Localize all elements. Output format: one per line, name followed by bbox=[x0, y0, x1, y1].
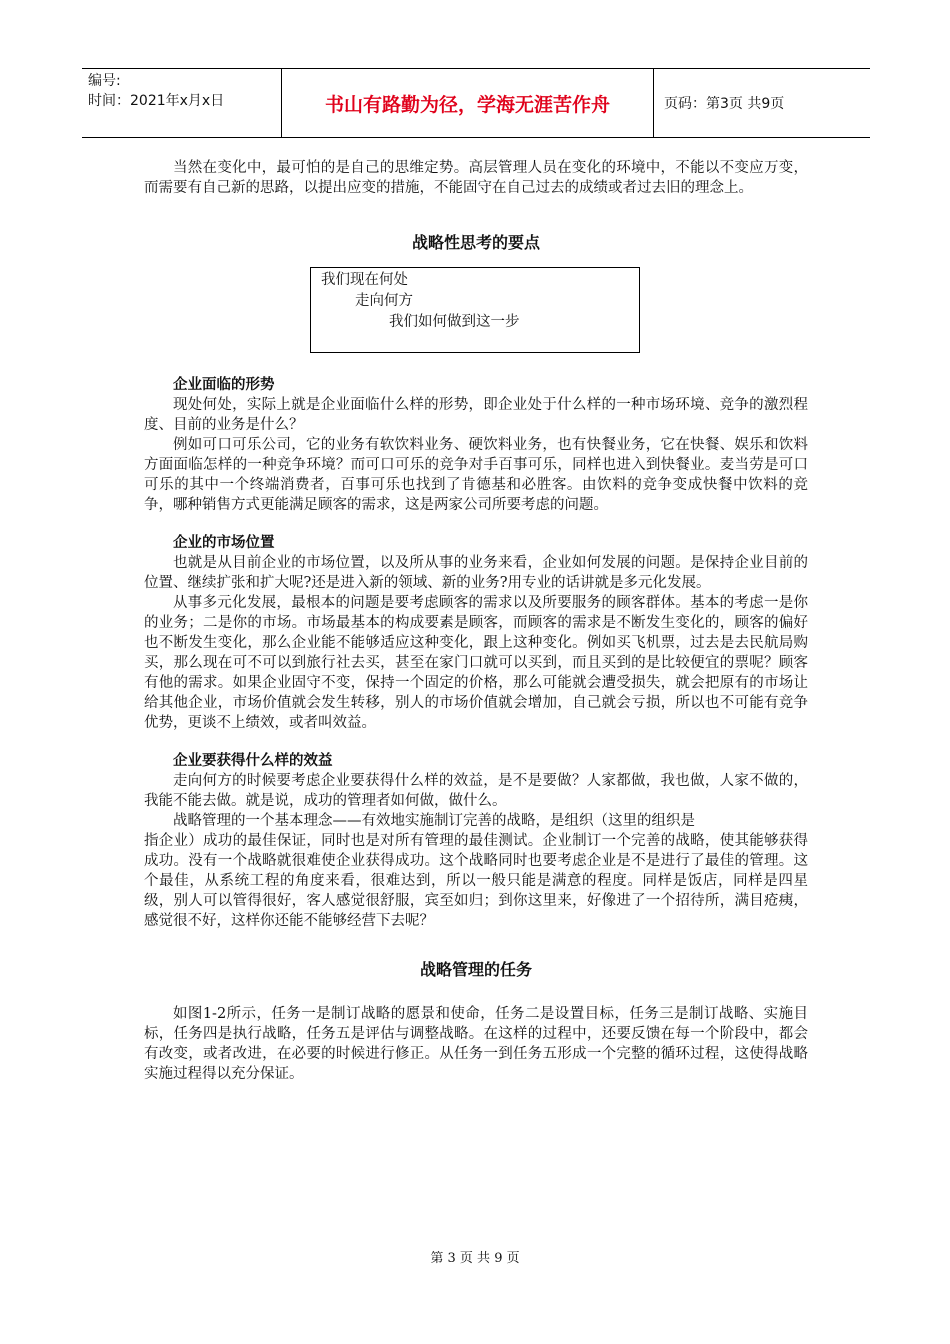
document-body bbox=[144, 158, 808, 1084]
paragraph: 走向何方的时候要考虑企业要获得什么样的效益，是不是要做？人家都做，我也做，人家不做的，我能不能去做。就是说，成功的管理者如何做，做什么。 bbox=[144, 773, 808, 809]
page-header bbox=[82, 68, 870, 138]
header-page-info: 页码：第3页 共9页 bbox=[664, 96, 785, 112]
subheading-market-position: 企业的市场位置 bbox=[173, 535, 275, 551]
header-meta bbox=[82, 69, 282, 137]
subheading-benefits: 企业要获得什么样的效益 bbox=[173, 753, 333, 769]
box-line-1: 我们现在何处 bbox=[321, 272, 408, 288]
paragraph: 例如可口可乐公司，它的业务有软饮料业务、硬饮料业务，也有快餐业务，它在快餐、娱乐和饮料方面面临怎样的一种竞争环境？而可口可乐的竞争对手百事可乐，同样也进入到快餐业。麦当劳是可口可乐的其中一个终端消费者，百事可乐也找到了肯德基和必胜客。由饮料的竞争变成快餐中饮料的竞争，哪种销售方式更能满足顾客的需求，这是两家公司所要考虑的问题。 bbox=[144, 437, 808, 513]
header-motto: 书山有路勤为径，学海无涯苦作舟 bbox=[282, 69, 654, 137]
page-footer: 第 3 页 共 9 页 bbox=[430, 1251, 520, 1266]
intro-paragraph: 当然在变化中，最可怕的是自己的思维定势。高层管理人员在变化的环境中，不能以不变应万变，而需要有自己新的思路，以提出应变的措施，不能固守在自己过去的成绩或者过去旧的理念上。 bbox=[144, 160, 808, 196]
section-title-strategic-thinking: 战略性思考的要点 bbox=[411, 233, 540, 252]
paragraph: 从事多元化发展，最根本的问题是要考虑顾客的需求以及所要服务的顾客群体。基本的考虑一是你的业务；二是你的市场。市场最基本的构成要素是顾客，而顾客的需求是不断发生变化的，顾客的偏好也不断发生变化，那么企业能不能够适应这种变化，跟上这种变化。例如买飞机票，过去是去民航局购买，那么现在可不可以到旅行社去买，甚至在家门口就可以买到，而且买到的是比较便宜的票呢？顾客有他的需求。如果企业固守不变，保持一个固定的价格，那么可能就会遭受损失，就会把原有的市场让给其他企业，市场价值就会发生转移，别人的市场价值就会增加，自己就会亏损，所以也不可能有竞争优势，更谈不上绩效，或者叫效益。 bbox=[144, 595, 808, 731]
section-title-management-tasks: 战略管理的任务 bbox=[419, 960, 532, 979]
key-points-box bbox=[310, 267, 640, 353]
paragraph: 战略管理的一个基本理念——有效地实施制订完善的战略，是组织（这里的组织是 bbox=[173, 813, 695, 829]
box-line-2: 走向何方 bbox=[355, 293, 413, 309]
paragraph: 现处何处，实际上就是企业面临什么样的形势，即企业处于什么样的一种市场环境、竞争的激烈程度、目前的业务是什么？ bbox=[144, 397, 808, 433]
date-label: 时间：2021年x月x日 bbox=[88, 93, 225, 109]
paragraph: 如图1-2所示，任务一是制订战略的愿景和使命，任务二是设置目标，任务三是制订战略、实施目标，任务四是执行战略，任务五是评估与调整战略。在这样的过程中，还要反馈在每一个阶段中，都会有改变，或者改进，在必要的时候进行修正。从任务一到任务五形成一个完整的循环过程，这使得战略实施过程得以充分保证。 bbox=[144, 1006, 808, 1082]
paragraph: 也就是从目前企业的市场位置，以及所从事的业务来看，企业如何发展的问题。是保持企业目前的位置、继续扩张和扩大呢?还是进入新的领域、新的业务?用专业的话讲就是多元化发展。 bbox=[144, 555, 808, 591]
subheading-situation: 企业面临的形势 bbox=[173, 377, 275, 393]
paragraph: 指企业）成功的最佳保证，同时也是对所有管理的最佳测试。企业制订一个完善的战略，使其能够获得成功。没有一个战略就很难使企业获得成功。这个战略同时也要考虑企业是不是进行了最佳的管理。这个最佳，从系统工程的角度来看，很难达到，所以一般只能是满意的程度。同样是饭店，同样是四星级，别人可以管得很好，客人感觉很舒服，宾至如归；到你这里来，好像进了一个招待所，满目疮痍，感觉很不好，这样你还能不能够经营下去呢？ bbox=[144, 833, 808, 929]
box-line-3: 我们如何做到这一步 bbox=[389, 314, 520, 330]
code-label: 编号: bbox=[88, 73, 121, 89]
